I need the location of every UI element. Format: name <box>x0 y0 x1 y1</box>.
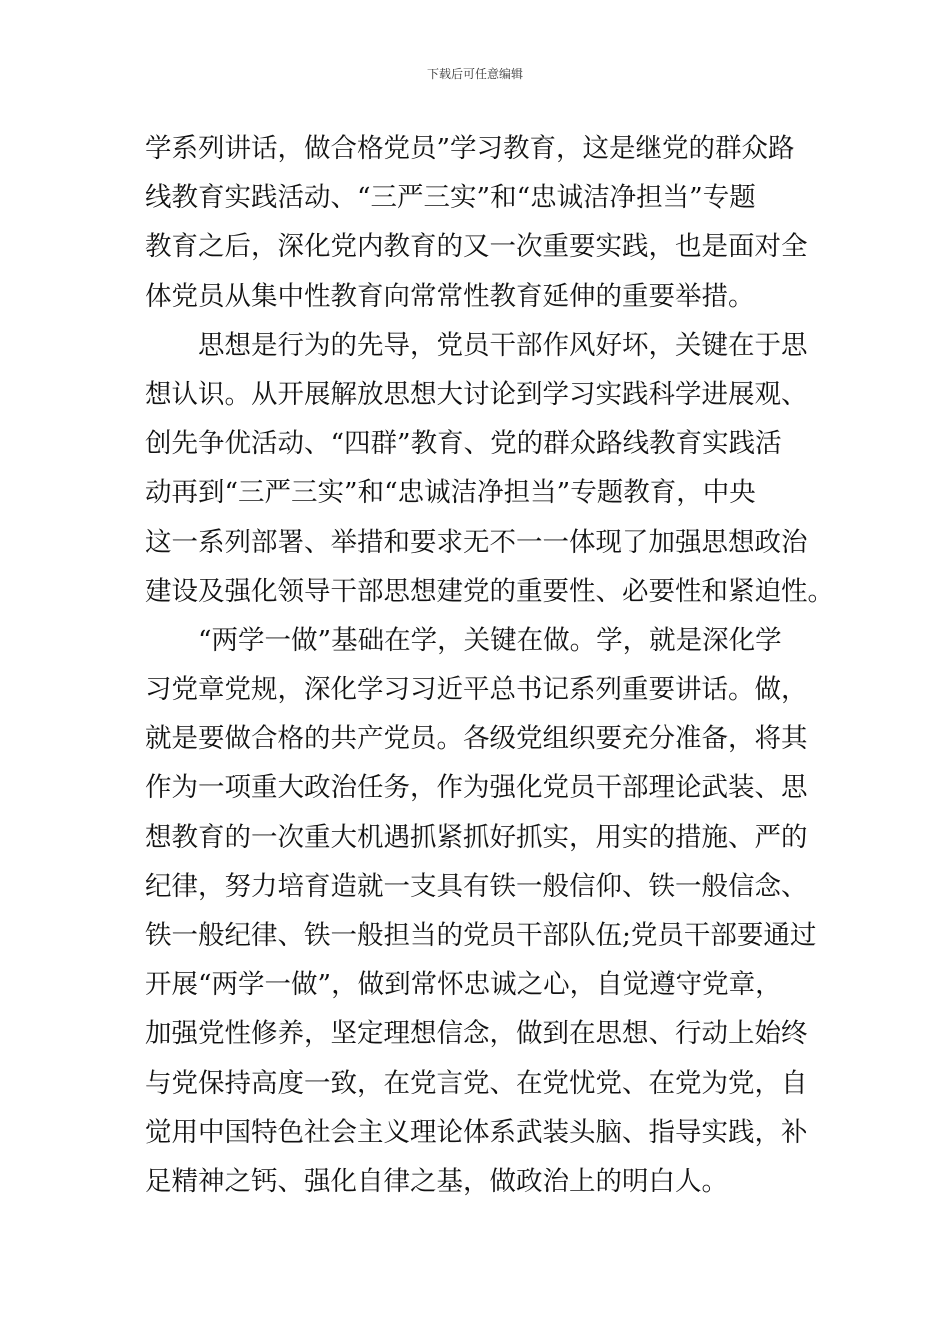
text-line: 作为一项重大政治任务，作为强化党员干部理论武装、思 <box>145 772 808 804</box>
text-line: 开展“两学一做”，做到常怀忠诚之心，自觉遵守党章， <box>145 969 782 1001</box>
text-line: 想认识。从开展解放思想大讨论到学习实践科学进展观、 <box>145 378 808 410</box>
text-line: 就是要做合格的共产党员。各级党组织要充分准备，将其 <box>145 723 808 755</box>
text-line: 觉用中国特色社会主义理论体系武装头脑、指导实践，补 <box>145 1116 808 1148</box>
paragraph-first-line: 思想是行为的先导，党员干部作风好坏，关键在于思 <box>198 329 808 361</box>
text-line: 想教育的一次重大机遇抓紧抓好抓实，用实的措施、严的 <box>145 821 808 853</box>
text-line: 与党保持高度一致，在党言党、在党忧党、在党为党，自 <box>145 1067 808 1099</box>
page-header: 下载后可任意编辑 <box>426 67 523 81</box>
text-line: 学系列讲话，做合格党员”学习教育，这是继党的群众路 <box>145 133 795 164</box>
text-line: 线教育实践活动、“三严三实”和“忠诚洁净担当”专题 <box>145 182 756 214</box>
text-line: 纪律，努力培育造就一支具有铁一般信仰、铁一般信念、 <box>145 870 808 902</box>
text-line: 足精神之钙、强化自律之基，做政治上的明白人。 <box>145 1165 728 1197</box>
text-line: 动再到“三严三实”和“忠诚洁净担当”专题教育，中央 <box>145 477 756 509</box>
paragraph-first-line: “两学一做”基础在学，关键在做。学，就是深化学 <box>198 624 782 656</box>
text-line: 教育之后，深化党内教育的又一次重要实践，也是面对全 <box>145 231 808 263</box>
text-line: 习党章党规，深化学习习近平总书记系列重要讲话。做， <box>145 674 808 706</box>
text-line: 铁一般纪律、铁一般担当的党员干部队伍;党员干部要通过 <box>145 920 817 951</box>
text-line: 加强党性修养，坚定理想信念，做到在思想、行动上始终 <box>145 1018 808 1050</box>
text-line: 建设及强化领导干部思想建党的重要性、必要性和紧迫性。 <box>145 575 834 607</box>
document-body <box>145 124 834 1206</box>
text-line: 体党员从集中性教育向常常性教育延伸的重要举措。 <box>145 280 755 312</box>
text-line: 创先争优活动、“四群”教育、党的群众路线教育实践活 <box>145 428 782 460</box>
text-line: 这一系列部署、举措和要求无不一一体现了加强思想政治 <box>145 526 808 558</box>
